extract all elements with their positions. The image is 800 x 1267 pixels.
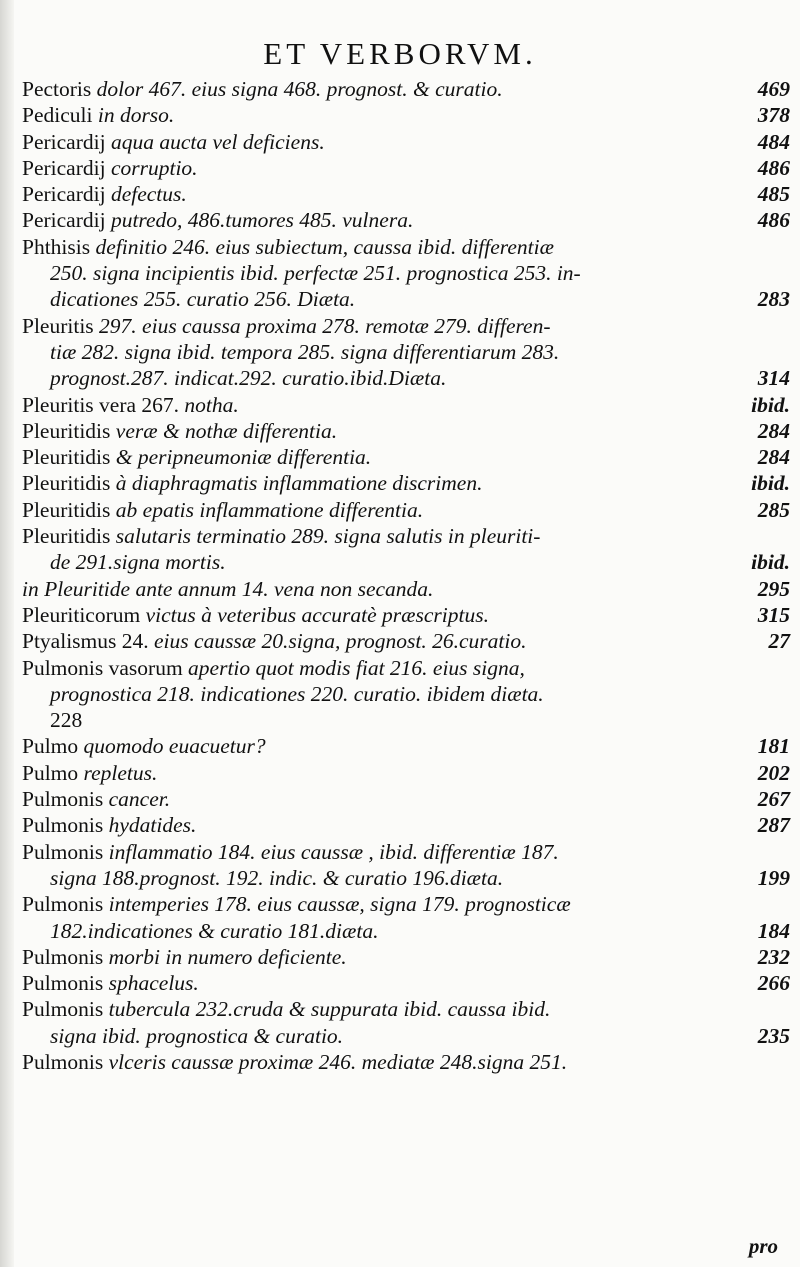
index-entry (22, 786, 794, 812)
entry-text: tubercula 232.cruda & suppurata ibid. caussa ibid. (108, 997, 551, 1022)
page-reference: 314 (757, 366, 790, 391)
entry-line (22, 155, 794, 181)
entry-line (22, 628, 794, 654)
entry-headword: Pulmonis (22, 971, 109, 996)
entry-line (22, 418, 794, 444)
entry-headword: Pericardij (22, 155, 111, 180)
page-reference: 284 (757, 418, 790, 443)
entry-line (22, 313, 794, 339)
entry-text: morbi in numero deficiente. (108, 944, 347, 969)
entry-line (22, 234, 794, 260)
entry-text: eius caussæ 20.signa, prognost. 26.curatio. (154, 629, 527, 654)
entry-continuation-line (22, 1023, 794, 1049)
page-reference: 287 (757, 813, 790, 838)
page-reference: 378 (757, 103, 790, 128)
entry-headword: Ptyalismus 24. (22, 629, 155, 654)
index-entries (22, 76, 794, 1075)
entry-line (22, 497, 794, 523)
index-entry (22, 760, 794, 786)
entry-continuation-line (22, 681, 794, 707)
entry-continuation-line (22, 918, 794, 944)
entry-line (22, 760, 794, 786)
page-reference: 232 (757, 944, 790, 969)
entry-continuation-line (22, 865, 794, 891)
index-entry (22, 944, 794, 970)
index-entry (22, 996, 794, 1049)
entry-text: veræ & nothæ differentia. (115, 418, 338, 443)
index-entry (22, 181, 794, 207)
entry-text: defectus. (110, 182, 187, 207)
entry-text: hydatides. (108, 813, 197, 838)
index-entry (22, 655, 794, 734)
page-reference: ibid. (751, 550, 790, 575)
page-reference: 184 (757, 918, 790, 943)
index-entry (22, 891, 794, 944)
entry-text: tiæ 282. signa ibid. tempora 285. signa differentiarum 283. (50, 339, 560, 364)
entry-headword: Pleuritidis (22, 418, 116, 443)
entry-text: & peripneumoniæ differentia. (115, 445, 372, 470)
entry-text: quomodo euacuetur? (83, 734, 266, 759)
page-reference: 27 (768, 629, 790, 654)
entry-headword: Pediculi (22, 103, 98, 128)
entry-headword: Pulmonis (22, 813, 109, 838)
index-entry (22, 155, 794, 181)
index-entry (22, 234, 794, 313)
index-entry (22, 313, 794, 392)
entry-headword: 228 (50, 708, 83, 733)
entry-line (22, 996, 794, 1022)
entry-line (22, 839, 794, 865)
entry-headword: Pleuritidis (22, 524, 116, 549)
entry-text: 297. eius caussa proxima 278. remotæ 279. differen- (99, 313, 551, 338)
entry-line (22, 944, 794, 970)
entry-text: vlceris caussæ proximæ 246. mediatæ 248.signa 251. (108, 1049, 568, 1074)
entry-line (22, 812, 794, 838)
entry-line (22, 523, 794, 549)
page-reference: 181 (757, 734, 790, 759)
page-reference: 202 (757, 760, 790, 785)
entry-line (22, 891, 794, 917)
entry-headword: Pleuriticorum (22, 602, 146, 627)
index-entry (22, 102, 794, 128)
entry-line (22, 576, 794, 602)
entry-text: prognostica 218. indicationes 220. curatio. ibidem diæta. (50, 681, 544, 706)
entry-headword: Pulmonis (22, 997, 109, 1022)
entry-text: ab epatis inflammatione differentia. (115, 497, 424, 522)
entry-text: signa ibid. prognostica & curatio. (50, 1023, 344, 1048)
entry-headword: Pulmonis (22, 839, 109, 864)
entry-headword: Pulmonis (22, 787, 109, 812)
entry-text: salutaris terminatio 289. signa salutis in pleuriti- (115, 524, 541, 549)
index-entry (22, 1049, 794, 1075)
entry-headword: Pulmonis vasorum (22, 655, 189, 680)
entry-continuation-line (22, 707, 794, 733)
entry-text: apertio quot modis fiat 216. eius signa, (188, 655, 525, 680)
entry-line (22, 733, 794, 759)
index-entry (22, 129, 794, 155)
entry-text: cancer. (108, 787, 171, 812)
index-entry (22, 576, 794, 602)
index-entry (22, 970, 794, 996)
index-entry (22, 812, 794, 838)
entry-line (22, 129, 794, 155)
index-entry (22, 392, 794, 418)
entry-text: aqua aucta vel deficiens. (110, 129, 325, 154)
entry-line (22, 1049, 794, 1075)
entry-text: à diaphragmatis inflammatione discrimen. (115, 471, 483, 496)
entry-headword: Pulmonis (22, 1049, 109, 1074)
catchword: pro (748, 1234, 778, 1258)
page-reference: 285 (757, 497, 790, 522)
entry-continuation-line (22, 549, 794, 575)
entry-text: dicationes 255. curatio 256. Diæta. (50, 287, 356, 312)
page-reference: 485 (757, 182, 790, 207)
entry-line (22, 970, 794, 996)
index-entry (22, 207, 794, 233)
index-entry (22, 628, 794, 654)
entry-continuation-line (22, 286, 794, 312)
entry-headword: Pleuritidis (22, 471, 116, 496)
page-reference: 199 (757, 865, 790, 890)
entry-headword: Pleuritis (22, 313, 100, 338)
index-entry (22, 470, 794, 496)
entry-continuation-line (22, 365, 794, 391)
entry-text: signa 188.prognost. 192. indic. & curatio 196.diæta. (50, 865, 504, 890)
entry-headword: Pulmo (22, 734, 84, 759)
entry-text: victus à veteribus accuratè præscriptus. (145, 602, 489, 627)
entry-text: in dorso. (97, 103, 175, 128)
entry-line (22, 76, 794, 102)
entry-continuation-line (22, 339, 794, 365)
entry-text: inflammatio 184. eius caussæ , ibid. differentiæ 187. (108, 839, 559, 864)
page-left-edge-shadow (0, 0, 14, 1267)
entry-line (22, 786, 794, 812)
entry-text: definitio 246. eius subiectum, caussa ibid. differentiæ (95, 234, 554, 259)
entry-text: de 291.signa mortis. (50, 550, 226, 575)
entry-line (22, 207, 794, 233)
entry-line (22, 181, 794, 207)
entry-headword: Pericardij (22, 129, 111, 154)
entry-headword: Pleuritis vera 267. (22, 392, 185, 417)
entry-line (22, 602, 794, 628)
page-reference: 469 (757, 77, 790, 101)
entry-text: putredo, 486.tumores 485. vulnera. (110, 208, 414, 233)
entry-text: 250. signa incipientis ibid. perfectæ 251. prognostica 253. in- (50, 261, 581, 286)
page-reference: 267 (757, 787, 790, 812)
entry-headword: Phthisis (22, 234, 96, 259)
page-reference: 486 (757, 155, 790, 180)
page-reference: 486 (757, 208, 790, 233)
page-reference: 235 (757, 1023, 790, 1048)
page-reference: 484 (757, 129, 790, 154)
entry-continuation-line (22, 260, 794, 286)
page-reference: ibid. (751, 471, 790, 496)
index-entry (22, 733, 794, 759)
entry-headword: Pericardij (22, 182, 111, 207)
index-entry (22, 523, 794, 576)
entry-text: corruptio. (110, 155, 198, 180)
entry-text: notha. (184, 392, 239, 417)
entry-line (22, 102, 794, 128)
entry-headword: Pulmonis (22, 892, 109, 917)
entry-line (22, 470, 794, 496)
entry-text: intemperies 178. eius caussæ, signa 179. prognosticæ (108, 892, 571, 917)
index-entry (22, 418, 794, 444)
entry-text: dolor 467. eius signa 468. prognost. & curatio. (96, 77, 503, 101)
entry-line (22, 444, 794, 470)
entry-headword: Pericardij (22, 208, 111, 233)
entry-text: in Pleuritide ante annum 14. vena non secanda. (22, 576, 434, 601)
entry-headword: Pleuritidis (22, 445, 116, 470)
entry-text: repletus. (83, 760, 158, 785)
page-reference: 284 (757, 445, 790, 470)
page-reference: ibid. (751, 392, 790, 417)
index-entry (22, 497, 794, 523)
page-reference: 315 (757, 602, 790, 627)
index-entry (22, 602, 794, 628)
entry-headword: Pulmonis (22, 944, 109, 969)
entry-headword: Pectoris (22, 77, 97, 101)
entry-line (22, 655, 794, 681)
index-entry (22, 839, 794, 892)
entry-text: prognost.287. indicat.292. curatio.ibid.Diæta. (50, 366, 447, 391)
entry-text: 182.indicationes & curatio 181.diæta. (50, 918, 379, 943)
index-entry (22, 444, 794, 470)
entry-headword: Pulmo (22, 760, 84, 785)
entry-text: sphacelus. (108, 971, 199, 996)
page-reference: 295 (757, 576, 790, 601)
page-reference: 266 (757, 971, 790, 996)
page-reference: 283 (757, 287, 790, 312)
index-entry (22, 76, 794, 102)
entry-headword: Pleuritidis (22, 497, 116, 522)
running-header: ET VERBORVM. (263, 36, 537, 71)
entry-line (22, 392, 794, 418)
